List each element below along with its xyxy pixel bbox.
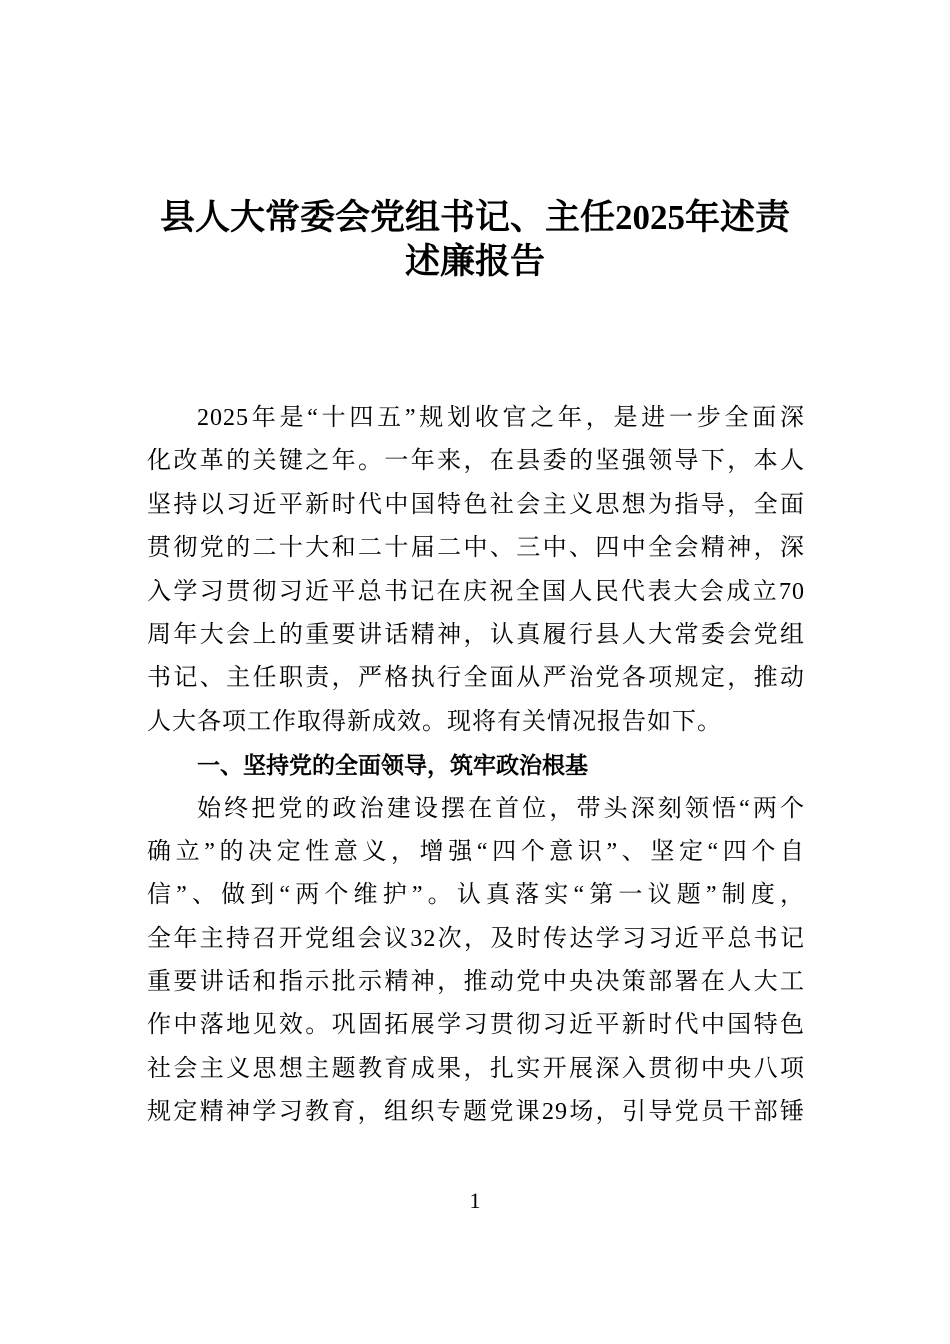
text-line: 确立”的决定性意义，增强“四个意识”、坚定“四个自: [147, 838, 805, 865]
paragraph: [147, 788, 805, 1135]
text-line: 作中落地见效。巩固拓展学习贯彻习近平新时代中国特色: [147, 1012, 805, 1039]
text-line: 书记、主任职责，严格执行全面从严治党各项规定，推动: [147, 665, 805, 692]
text-line: 周年大会上的重要讲话精神，认真履行县人大常委会党组: [147, 621, 805, 648]
text-line: 化改革的关键之年。一年来，在县委的坚强领导下，本人: [147, 448, 805, 475]
text-line: 全年主持召开党组会议32次，及时传达学习习近平总书记: [147, 925, 805, 952]
text-line: 坚持以习近平新时代中国特色社会主义思想为指导，全面: [147, 491, 805, 518]
document-title-line-2: 述廉报告: [404, 242, 545, 281]
text-line: 入学习贯彻习近平总书记在庆祝全国人民代表大会成立70: [147, 578, 805, 605]
document-body: [147, 397, 805, 1135]
text-line: 2025年是“十四五”规划收官之年，是进一步全面深: [197, 405, 805, 431]
text-line: 一、坚持党的全面领导，筑牢政治根基: [197, 752, 588, 779]
text-line: 重要讲话和指示批示精神，推动党中央决策部署在人大工: [147, 969, 805, 996]
page-number: 1: [469, 1188, 481, 1213]
text-line: 始终把党的政治建设摆在首位，带头深刻领悟“两个: [197, 795, 805, 822]
text-line: 规定精神学习教育，组织专题党课29场，引导党员干部锤: [147, 1099, 805, 1126]
text-line: 贯彻党的二十大和二十届二中、三中、四中全会精神，深: [147, 535, 805, 562]
text-line: 信”、做到“两个维护”。认真落实“第一议题”制度，: [147, 882, 805, 909]
section-heading: [147, 744, 805, 787]
text-line: 社会主义思想主题教育成果，扎实开展深入贯彻中央八项: [147, 1055, 805, 1082]
paragraph: [147, 397, 805, 744]
text-line: 人大各项工作取得新成效。现将有关情况报告如下。: [147, 708, 722, 735]
document-title-line-1: 县人大常委会党组书记、主任2025年述责: [159, 198, 790, 237]
